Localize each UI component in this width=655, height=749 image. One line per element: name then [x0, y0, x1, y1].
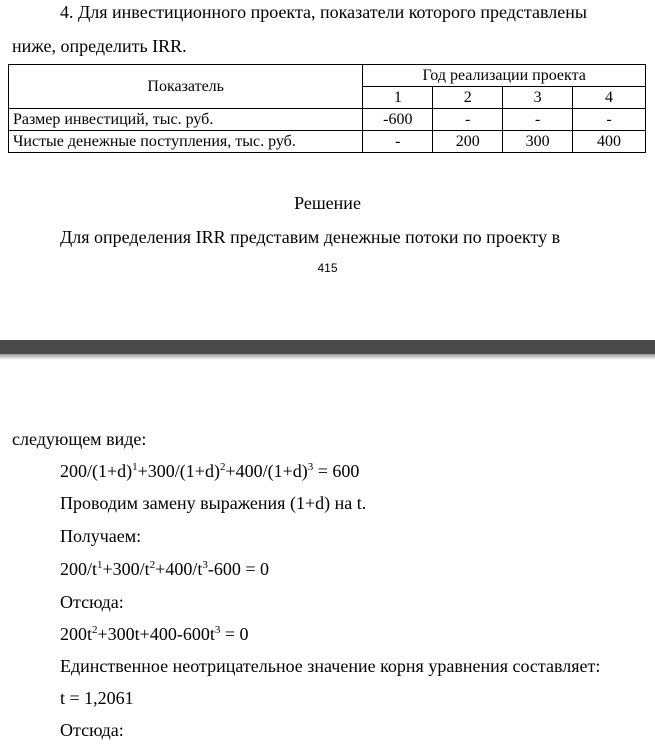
page-break-bar — [0, 340, 655, 354]
indicator-header: Показатель — [9, 65, 363, 109]
table-header-row — [9, 65, 646, 87]
page-number: 415 — [317, 261, 338, 275]
row-label: Чистые денежные поступления, тыс. руб. — [9, 131, 363, 153]
table-cell: - — [503, 109, 573, 131]
table-cell: -600 — [363, 109, 433, 131]
table-cell: 400 — [573, 131, 646, 153]
continuation-text: следующем виде: — [12, 429, 147, 449]
year-cell: 3 — [503, 87, 573, 109]
table-cell: 300 — [503, 131, 573, 153]
obtain-text: Получаем: — [60, 526, 142, 546]
substitution-text: Проводим замену выражения (1+d) на t. — [60, 493, 367, 513]
root-text: Единственное неотрицательное значение корня уравнения составляет: — [60, 656, 601, 676]
hence-text-1: Отсюда: — [60, 592, 124, 612]
table-row-investment — [9, 109, 646, 131]
problem-statement-line2: ниже, определить IRR. — [12, 36, 187, 56]
year-header: Год реализации проекта — [363, 65, 646, 87]
hence-text-2: Отсюда: — [60, 720, 124, 740]
table-cell: - — [433, 109, 503, 131]
page-break-shadow — [0, 354, 655, 360]
year-cell: 1 — [363, 87, 433, 109]
table-row-cash-inflows — [9, 131, 646, 153]
solution-heading: Решение — [294, 193, 361, 213]
equation-substituted: $200/t^1+300/t^2+400/t^3-600 = 0$ — [60, 559, 269, 579]
year-cell: 4 — [573, 87, 646, 109]
equation-polynomial: $200t^2+300t+400-600t^3 = 0$ — [60, 624, 249, 644]
cash-flow-table — [8, 64, 646, 153]
row-label: Размер инвестиций, тыс. руб. — [9, 109, 363, 131]
problem-statement-line1: 4. Для инвестиционного проекта, показатели которого представлены — [60, 2, 587, 22]
page-top — [0, 0, 655, 340]
equation-npv: $200/(1+d)^1+300/(1+d)^2+400/(1+d)^3 = 600$ — [60, 461, 360, 481]
table-cell: 200 — [433, 131, 503, 153]
table-cell: - — [363, 131, 433, 153]
root-value: t = 1,2061 — [60, 688, 134, 708]
year-cell: 2 — [433, 87, 503, 109]
solution-intro: Для определения IRR представим денежные потоки по проекту в — [60, 227, 561, 247]
table-cell: - — [573, 109, 646, 131]
